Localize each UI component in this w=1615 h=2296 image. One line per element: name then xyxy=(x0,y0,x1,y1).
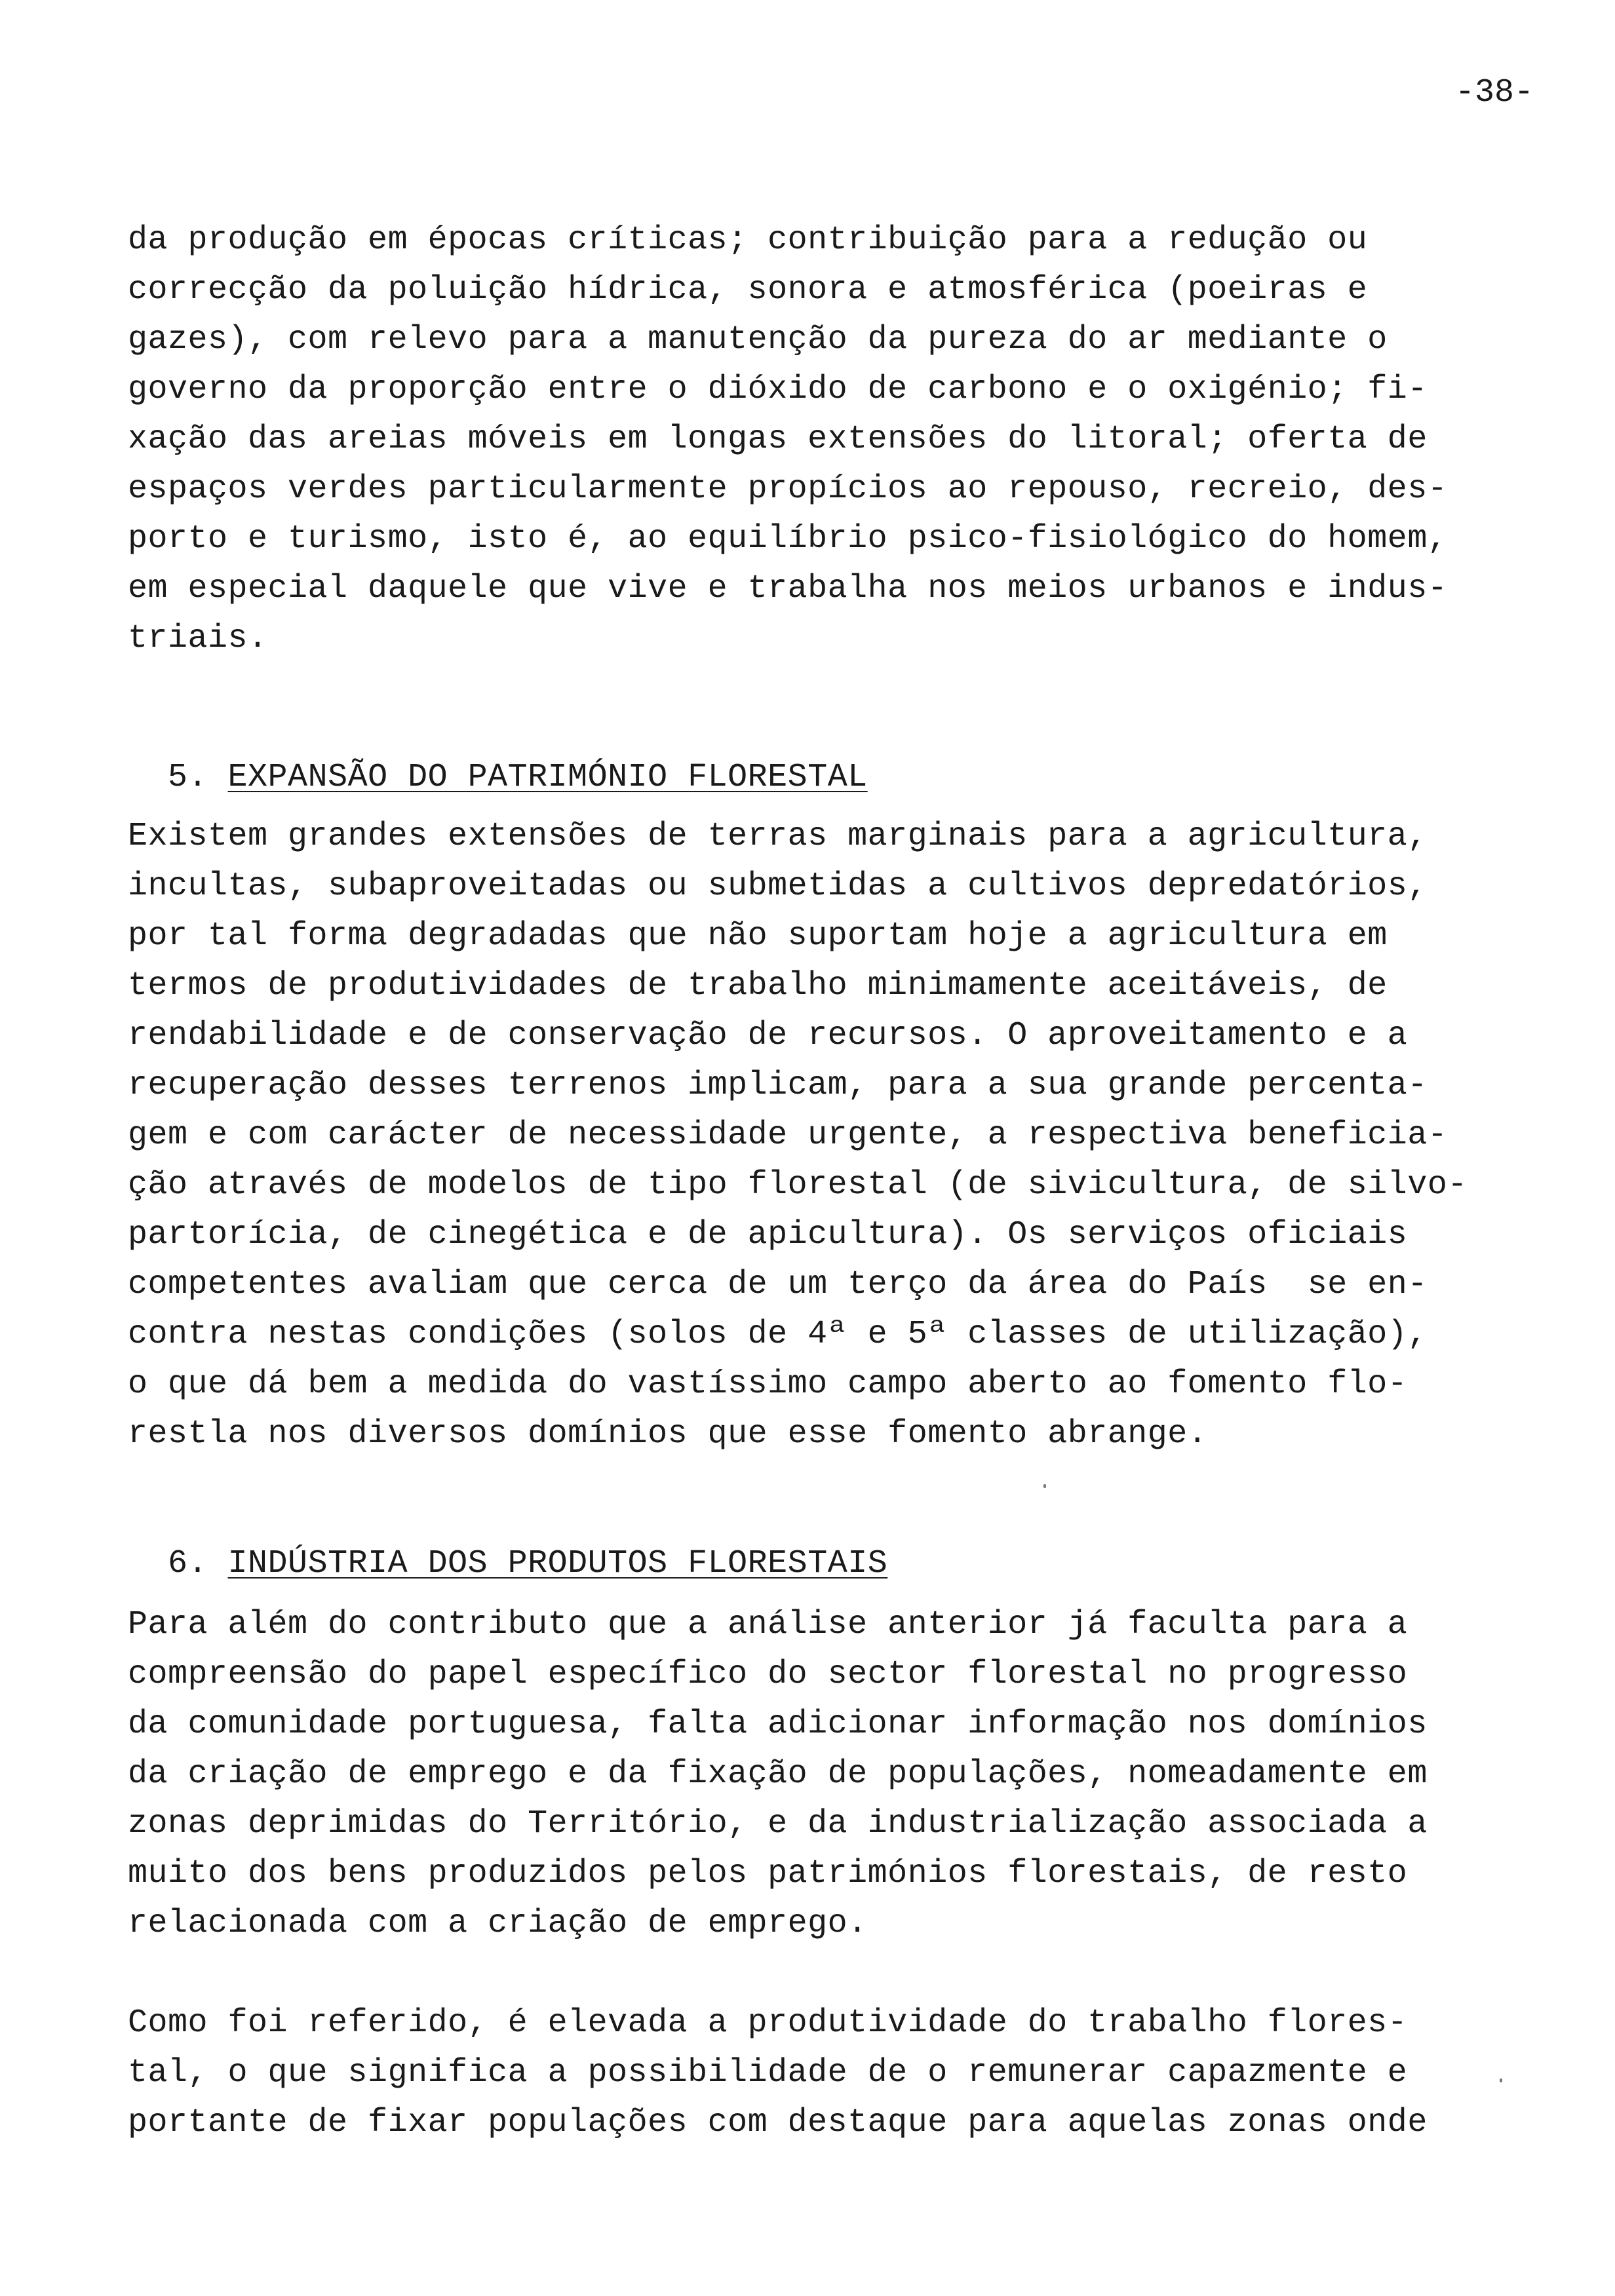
text-line: porto e turismo, isto é, ao equilíbrio psico-fisiológico do homem, xyxy=(128,520,1448,558)
text-line: relacionada com a criação de emprego. xyxy=(128,1905,868,1942)
text-line: muito dos bens produzidos pelos patrimónios florestais, de resto xyxy=(128,1855,1408,1892)
text-line: portante de fixar populações com destaque para aquelas zonas onde xyxy=(128,2104,1428,2141)
text-line: gem e com carácter de necessidade urgente, a respectiva beneficia- xyxy=(128,1117,1448,1154)
text-line: xação das areias móveis em longas extensões do litoral; oferta de xyxy=(128,421,1428,458)
text-line: por tal forma degradadas que não suportam hoje a agricultura em xyxy=(128,917,1388,955)
text-line: contra nestas condições (solos de 4ª e 5ª classes de utilização), xyxy=(128,1316,1428,1353)
text-line: partorícia, de cinegética e de apicultura). Os serviços oficiais xyxy=(128,1216,1408,1253)
text-line: rendabilidade e de conservação de recursos. O aproveitamento e a xyxy=(128,1017,1408,1054)
text-line: governo da proporção entre o dióxido de carbono e o oxigénio; fi- xyxy=(128,371,1428,408)
text-line: da produção em épocas críticas; contribuição para a redução ou xyxy=(128,221,1368,259)
text-line: Existem grandes extensões de terras marginais para a agricultura, xyxy=(128,818,1428,855)
text-line: o que dá bem a medida do vastíssimo campo aberto ao fomento flo- xyxy=(128,1366,1408,1403)
section-6-number: 6. xyxy=(168,1545,208,1582)
text-line: competentes avaliam que cerca de um terço da área do País se en- xyxy=(128,1266,1428,1303)
text-line: Para além do contributo que a análise anterior já faculta para a xyxy=(128,1606,1408,1643)
text-line: espaços verdes particularmente propícios ao repouso, recreio, des- xyxy=(128,470,1448,508)
text-line: compreensão do papel específico do sector florestal no progresso xyxy=(128,1656,1408,1693)
scan-speck xyxy=(1043,1484,1046,1488)
text-line: correcção da poluição hídrica, sonora e atmosférica (poeiras e xyxy=(128,271,1368,309)
text-line: termos de produtividades de trabalho minimamente aceitáveis, de xyxy=(128,967,1388,1004)
page-number: -38- xyxy=(1455,74,1534,111)
section-5-number: 5. xyxy=(168,759,208,796)
section-6-heading xyxy=(128,1505,887,1584)
text-line: gazes), com relevo para a manutenção da pureza do ar mediante o xyxy=(128,321,1388,358)
text-line: recuperação desses terrenos implicam, para a sua grande percenta- xyxy=(128,1067,1428,1104)
section-6-title: INDÚSTRIA DOS PRODUTOS FLORESTAIS xyxy=(227,1545,888,1582)
text-line: da comunidade portuguesa, falta adicionar informação nos domínios xyxy=(128,1706,1428,1743)
section-5-title: EXPANSÃO DO PATRIMÓNIO FLORESTAL xyxy=(227,759,868,796)
text-line: incultas, subaproveitadas ou submetidas a cultivos depredatórios, xyxy=(128,868,1428,905)
text-line: da criação de emprego e da fixação de populações, nomeadamente em xyxy=(128,1755,1428,1793)
text-line: tal, o que significa a possibilidade de o remunerar capazmente e xyxy=(128,2054,1408,2092)
text-line: restla nos diversos domínios que esse fomento abrange. xyxy=(128,1415,1208,1453)
text-line: zonas deprimidas do Território, e da industrialização associada a xyxy=(128,1805,1428,1843)
text-line: triais. xyxy=(128,620,268,657)
text-line: Como foi referido, é elevada a produtividade do trabalho flores- xyxy=(128,2004,1408,2042)
scan-speck xyxy=(1500,2078,1502,2082)
section-5-heading xyxy=(128,719,868,797)
text-line: ção através de modelos de tipo florestal (de sivicultura, de silvo- xyxy=(128,1166,1468,1204)
text-line: em especial daquele que vive e trabalha nos meios urbanos e indus- xyxy=(128,570,1448,607)
